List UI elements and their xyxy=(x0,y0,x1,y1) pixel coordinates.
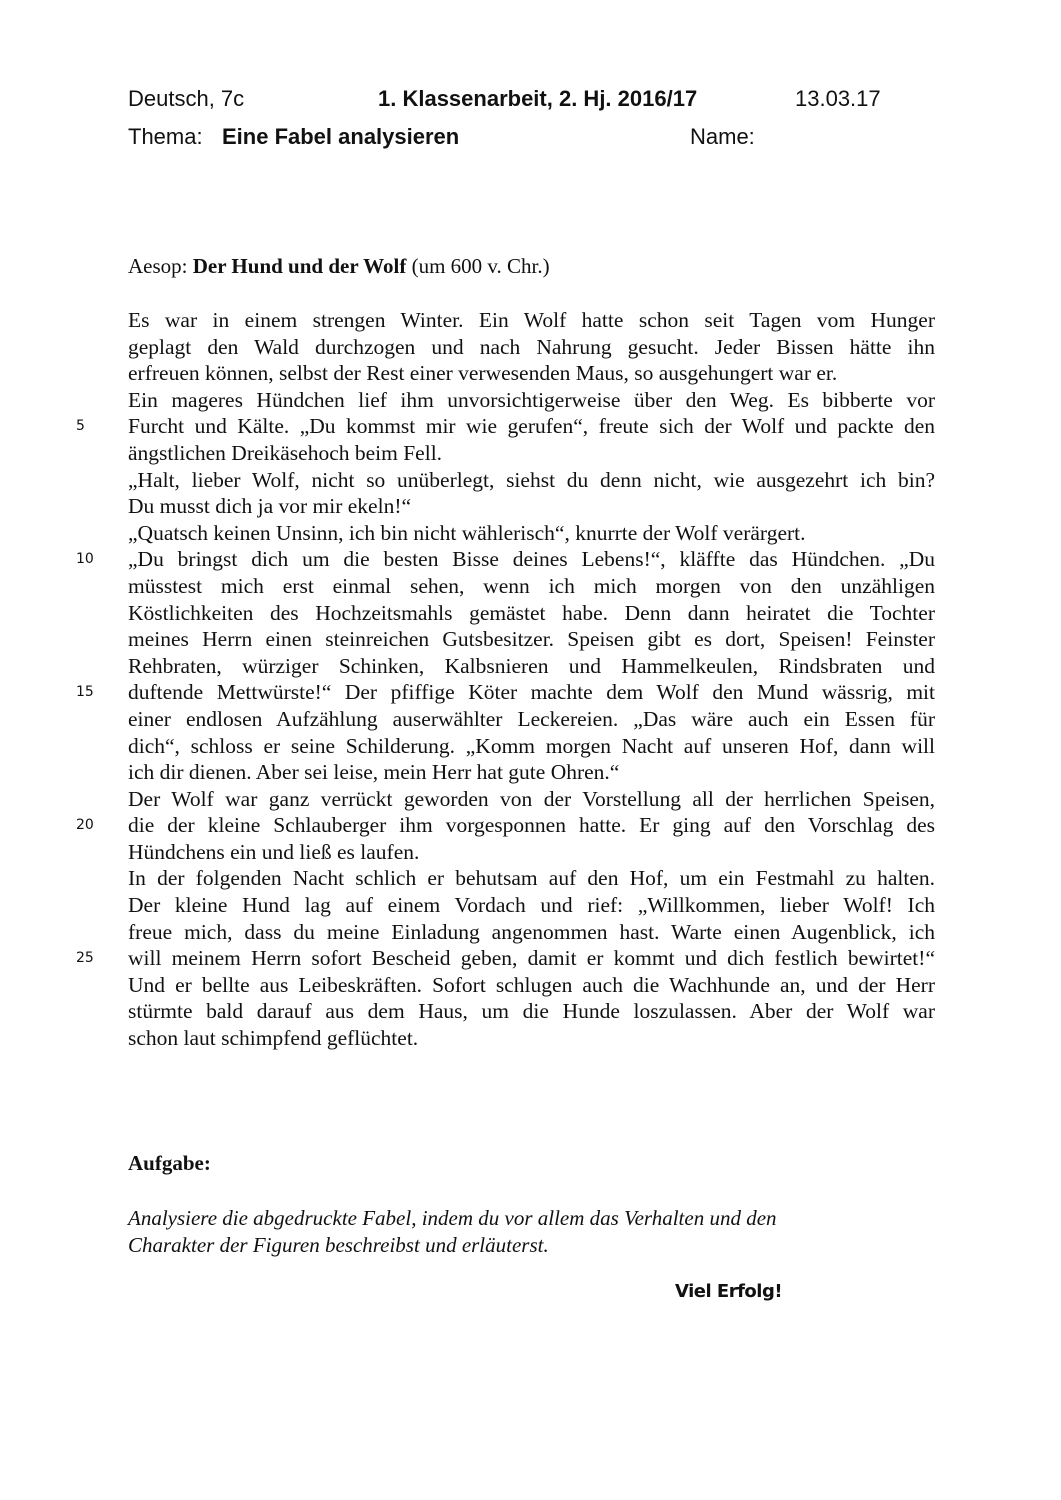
line-text: Hündchens ein und ließ es laufen. xyxy=(128,839,420,864)
line-text: In der folgenden Nacht schlich er behutsam auf den Hof, um ein Festmahl zu halten. xyxy=(128,866,935,891)
text-line xyxy=(128,573,935,600)
text-line xyxy=(128,493,935,520)
text-line xyxy=(128,387,935,414)
exam-date: 13.03.17 xyxy=(795,86,881,111)
line-text: „Du bringst dich um die besten Bisse deines Lebens!“, kläffte das Hündchen. „Du xyxy=(128,547,935,572)
line-text: will meinem Herrn sofort Bescheid geben, damit er kommt und dich festlich bewirtet!“ xyxy=(128,946,935,971)
task-line-2: Charakter der Figuren beschreibst und erläuterst. xyxy=(128,1233,549,1257)
subject-class: Deutsch, 7c xyxy=(128,86,245,111)
line-text: ängstlichen Dreikäsehoch beim Fell. xyxy=(128,440,443,465)
line-text: Und er bellte aus Leibeskräften. Sofort schlugen auch die Wachhunde an, und der Herr xyxy=(128,972,935,997)
text-line xyxy=(128,998,935,1025)
line-text: geplagt den Wald durchzogen und nach Nahrung gesucht. Jeder Bissen hätte ihn xyxy=(128,334,935,359)
text-line xyxy=(128,653,935,680)
text-line xyxy=(128,733,935,760)
line-number: 15 xyxy=(76,684,94,701)
source-line xyxy=(128,254,550,279)
line-text: schon laut schimpfend geflüchtet. xyxy=(128,1026,419,1051)
line-text: Ein mageres Hündchen lief ihm unvorsichtigerweise über den Weg. Es bibberte vor xyxy=(128,387,935,412)
task-line-1: Analysiere die abgedruckte Fabel, indem du vor allem das Verhalten und den xyxy=(128,1206,777,1230)
line-text: Du musst dich ja vor mir ekeln!“ xyxy=(128,494,412,519)
text-line xyxy=(76,679,935,706)
line-text: stürmte bald darauf aus dem Haus, um die Hunde loszulassen. Aber der Wolf war xyxy=(128,999,935,1024)
source-author: Aesop: xyxy=(128,254,188,278)
line-text: die der kleine Schlauberger ihm vorgesponnen hatte. Er ging auf den Vorschlag des xyxy=(128,813,935,838)
line-text: ich dir dienen. Aber sei leise, mein Herr hat gute Ohren.“ xyxy=(128,760,620,785)
line-text: müsstest mich erst einmal sehen, wenn ich mich morgen von den unzähligen xyxy=(128,573,935,598)
text-line xyxy=(128,919,935,946)
text-line xyxy=(128,626,935,653)
line-text: einer endlosen Aufzählung auserwählter Leckereien. „Das wäre auch ein Essen für xyxy=(128,706,935,731)
line-number: 5 xyxy=(76,418,85,435)
line-text: dich“, schloss er seine Schilderung. „Komm morgen Nacht auf unseren Hof, dann will xyxy=(128,733,935,758)
text-line xyxy=(128,1025,935,1052)
text-line xyxy=(128,706,935,733)
line-text: Furcht und Kälte. „Du kommst mir wie gerufen“, freute sich der Wolf und packte den xyxy=(128,414,935,439)
text-line xyxy=(76,413,935,440)
exam-title: 1. Klassenarbeit, 2. Hj. 2016/17 xyxy=(378,86,698,111)
line-text: freue mich, dass du meine Einladung angenommen hast. Warte einen Augenblick, ich xyxy=(128,919,935,944)
line-text: Es war in einem strengen Winter. Ein Wolf hatte schon seit Tagen vom Hunger xyxy=(128,308,935,332)
text-line xyxy=(128,839,935,866)
closing-wish: Viel Erfolg! xyxy=(675,1281,783,1302)
topic-label: Thema: xyxy=(128,124,203,149)
line-text: meines Herrn einen steinreichen Gutsbesitzer. Speisen gibt es dort, Speisen! Feinster xyxy=(128,627,935,652)
line-text: erfreuen können, selbst der Rest einer verwesenden Maus, so ausgehungert war er. xyxy=(128,361,838,386)
fable-text xyxy=(76,307,935,1052)
source-date: (um 600 v. Chr.) xyxy=(411,254,550,278)
line-text: Der Wolf war ganz verrückt geworden von der Vorstellung all der herrlichen Speisen, xyxy=(128,786,935,811)
text-line xyxy=(128,892,935,919)
line-text: „Halt, lieber Wolf, nicht so unüberlegt, siehst du denn nicht, wie ausgezehrt ich bin? xyxy=(128,467,935,492)
line-text: Rehbraten, würziger Schinken, Kalbsnieren und Hammelkeulen, Rindsbraten und xyxy=(128,653,935,678)
line-number: 25 xyxy=(76,950,94,967)
text-line xyxy=(128,307,935,334)
text-line xyxy=(128,334,935,361)
text-line xyxy=(76,812,935,839)
text-line xyxy=(128,972,935,999)
text-line xyxy=(76,546,935,573)
text-line xyxy=(128,520,935,547)
line-number: 20 xyxy=(76,817,94,834)
source-title: Der Hund und der Wolf xyxy=(192,254,407,278)
text-line xyxy=(76,945,935,972)
text-line xyxy=(128,360,935,387)
text-line xyxy=(128,759,935,786)
line-text: „Quatsch keinen Unsinn, ich bin nicht wählerisch“, knurrte der Wolf verärgert. xyxy=(128,520,806,545)
line-text: Köstlichkeiten des Hochzeitsmahls gemästet habe. Denn dann heiratet die Tochter xyxy=(128,600,935,625)
task-heading: Aufgabe: xyxy=(128,1151,211,1175)
line-number: 10 xyxy=(76,551,94,568)
text-line xyxy=(128,600,935,627)
name-label: Name: xyxy=(690,124,755,149)
text-line xyxy=(128,467,935,494)
topic: Eine Fabel analysieren xyxy=(222,124,460,149)
line-text: Der kleine Hund lag auf einem Vordach und rief: „Willkommen, lieber Wolf! Ich xyxy=(128,893,935,918)
text-line xyxy=(128,865,935,892)
line-text: duftende Mettwürste!“ Der pfiffige Köter machte dem Wolf den Mund wässrig, mit xyxy=(128,680,935,705)
text-line xyxy=(128,440,935,467)
text-line xyxy=(128,786,935,813)
